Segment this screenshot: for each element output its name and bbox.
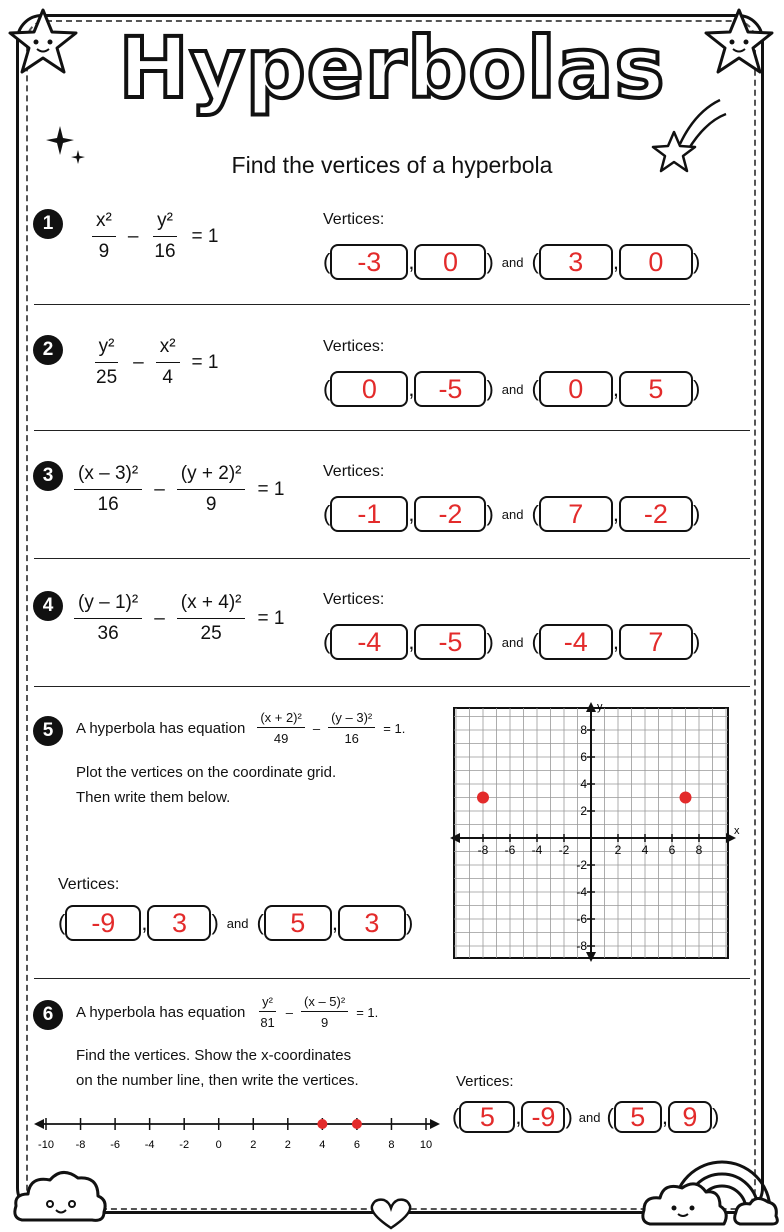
vertices-label: Vertices: — [323, 211, 385, 228]
rainbow-cloud-icon — [640, 1130, 780, 1228]
answer-box[interactable]: 7 — [619, 624, 693, 660]
answer-box[interactable]: 9 — [668, 1101, 712, 1133]
page-title: Hyperbolas — [118, 19, 666, 117]
equation-rhs: = 1. — [356, 1004, 379, 1020]
instruction-line: Find the vertices. Show the x-coordinates — [76, 1047, 352, 1064]
x-tick-label: -4 — [531, 843, 543, 857]
y-tick-label: -4 — [576, 885, 587, 899]
fraction-numerator: (y – 3)² — [328, 710, 375, 728]
smiling-cloud-icon — [10, 1160, 110, 1226]
fraction-numerator: y² — [95, 336, 119, 363]
and-label: and — [501, 254, 524, 270]
number-line[interactable] — [30, 1110, 450, 1160]
vertices-answer-row: ( -3 , 0 ) and ( 3 , 0 ) — [323, 244, 700, 280]
and-label: and — [501, 634, 524, 650]
heart-icon — [366, 1196, 416, 1230]
fraction-denominator: 25 — [96, 367, 118, 388]
vertices-label: Vertices: — [323, 338, 385, 355]
problem-number-badge: 2 — [33, 335, 63, 365]
section-divider — [34, 304, 750, 305]
fraction-numerator: (x – 3)² — [74, 463, 142, 490]
number-line-tick-label: -6 — [110, 1139, 120, 1151]
fraction-numerator: x² — [92, 210, 116, 237]
answer-box[interactable]: 5 — [264, 905, 332, 941]
instruction-line: Plot the vertices on the coordinate grid. — [76, 764, 337, 781]
fraction-denominator: 49 — [273, 731, 289, 746]
y-tick-label: -2 — [576, 858, 587, 872]
x-tick-label: 4 — [641, 843, 649, 857]
instruction-line: on the number line, then write the vertices. — [76, 1072, 359, 1089]
answer-box[interactable]: -5 — [414, 371, 486, 407]
number-line-arrow — [430, 1119, 440, 1129]
problem-equation: $\frac{\text{(x – 3)²}}{16}$ – $\frac{\text{(y + 2)²}}{9}$ = 1 — [74, 463, 284, 516]
answer-box[interactable]: 5 — [614, 1101, 662, 1133]
answer-box[interactable]: 0 — [619, 244, 693, 280]
y-tick-label: -8 — [576, 939, 587, 953]
fraction-denominator: 9 — [320, 1015, 329, 1030]
answer-box[interactable]: -2 — [414, 496, 486, 532]
problem-statement: A hyperbola has equation $\frac{\text{(x + 2)²}}{49}$ – $\frac{\text{(y – 3)²}}{16}$ = 1. — [76, 710, 406, 746]
section-divider — [34, 558, 750, 559]
number-line-tick-label: 10 — [419, 1139, 433, 1151]
problem-number-badge: 6 — [33, 1000, 63, 1030]
fraction-numerator: y² — [259, 994, 276, 1012]
fraction-denominator: 9 — [98, 241, 110, 262]
answer-box[interactable]: -5 — [414, 624, 486, 660]
number-line-point — [352, 1119, 362, 1129]
equation-rhs: = 1 — [191, 351, 219, 373]
answer-box[interactable]: 3 — [338, 905, 406, 941]
problem-number-badge: 4 — [33, 591, 63, 621]
number-line-tick-label: 2 — [284, 1139, 291, 1151]
problem-statement: A hyperbola has equation $\frac{\text{y²}}{81}$ – $\frac{\text{(x – 5)²}}{9}$ = 1. — [76, 994, 379, 1030]
number-line-tick-label: 6 — [353, 1139, 360, 1151]
answer-box[interactable]: 0 — [414, 244, 486, 280]
y-tick-label: 4 — [580, 777, 587, 791]
number-line-point — [317, 1119, 327, 1129]
answer-box[interactable]: -4 — [539, 624, 613, 660]
equation-rhs: = 1 — [257, 607, 285, 629]
fraction-denominator: 16 — [97, 494, 119, 515]
answer-box[interactable]: -1 — [330, 496, 408, 532]
x-tick-label: -2 — [558, 843, 570, 857]
vertices-answer-row: ( 0 , -5 ) and ( 0 , 5 ) — [323, 371, 700, 407]
vertices-answer-row: ( -1 , -2 ) and ( 7 , -2 ) — [323, 496, 700, 532]
and-label: and — [501, 506, 524, 522]
number-line-tick-label: -4 — [144, 1139, 155, 1151]
section-divider — [34, 430, 750, 431]
fraction-numerator: (x + 4)² — [177, 592, 246, 619]
number-line-tick-label: -8 — [75, 1139, 86, 1151]
fraction-denominator: 16 — [344, 731, 359, 746]
answer-box[interactable]: -4 — [330, 624, 408, 660]
answer-box[interactable]: 0 — [330, 371, 408, 407]
section-divider — [34, 686, 750, 687]
x-tick-label: 6 — [668, 843, 676, 857]
answer-box[interactable]: 5 — [459, 1101, 515, 1133]
number-line-tick-label: -2 — [179, 1139, 190, 1151]
fraction-denominator: 9 — [205, 494, 217, 515]
answer-box[interactable]: -9 — [65, 905, 141, 941]
number-line-arrow — [34, 1119, 44, 1129]
problem-number-badge: 5 — [33, 716, 63, 746]
number-line-tick-label: 2 — [250, 1139, 257, 1151]
instruction-line: Then write them below. — [76, 789, 231, 806]
y-tick-label: 6 — [580, 750, 587, 764]
answer-box[interactable]: 5 — [619, 371, 693, 407]
and-label: and — [226, 915, 249, 931]
and-label: and — [501, 381, 524, 397]
y-tick-label: 8 — [580, 723, 587, 737]
x-tick-label: 8 — [695, 843, 703, 857]
plotted-vertex-point — [680, 792, 692, 804]
y-tick-label: -6 — [576, 912, 587, 926]
page-subtitle: Find the vertices of a hyperbola — [231, 152, 553, 178]
y-axis-label: y — [597, 701, 603, 713]
x-tick-label: 2 — [614, 843, 622, 857]
problem-number-badge: 1 — [33, 209, 63, 239]
answer-box[interactable]: 0 — [539, 371, 613, 407]
answer-box[interactable]: 7 — [539, 496, 613, 532]
equation-rhs: = 1 — [191, 225, 219, 247]
and-label: and — [578, 1109, 601, 1125]
fraction-denominator: 4 — [162, 367, 173, 388]
problem-lead-text: A hyperbola has equation — [76, 719, 246, 737]
fraction-denominator: 81 — [260, 1015, 275, 1030]
problem-number-badge: 3 — [33, 461, 63, 491]
problem-equation: $\frac{\text{(y – 1)²}}{36}$ – $\frac{\text{(x + 4)²}}{25}$ = 1 — [74, 592, 284, 645]
vertices-answer-row: ( 5 , -9 ) and ( 5 , 9 ) — [452, 1101, 720, 1132]
x-tick-label: -6 — [504, 843, 516, 857]
fraction-numerator: y² — [153, 210, 177, 237]
fraction-numerator: (x + 2)² — [257, 710, 305, 728]
vertices-label: Vertices: — [58, 876, 120, 893]
answer-box[interactable]: -9 — [521, 1101, 565, 1133]
x-tick-label: -8 — [477, 843, 489, 857]
fraction-denominator: 16 — [154, 241, 176, 262]
vertices-label: Vertices: — [323, 591, 385, 608]
equation-rhs: = 1 — [257, 478, 285, 500]
vertices-answer-row: ( -4 , -5 ) and ( -4 , 7 ) — [323, 624, 700, 660]
coordinate-grid[interactable] — [440, 698, 744, 968]
vertices-answer-row: ( -9 , 3 ) and ( 5 , 3 ) — [58, 905, 413, 941]
fraction-numerator: (x – 5)² — [301, 994, 348, 1012]
fraction-numerator: (y – 1)² — [74, 592, 142, 619]
answer-box[interactable]: -3 — [330, 244, 408, 280]
number-line-tick-label: 8 — [388, 1139, 395, 1151]
vertices-label: Vertices: — [323, 463, 385, 480]
problem-lead-text: A hyperbola has equation — [76, 1003, 246, 1021]
number-line-tick-label: 0 — [215, 1139, 222, 1151]
vertices-label: Vertices: — [456, 1073, 514, 1090]
fraction-numerator: x² — [156, 336, 180, 363]
section-divider — [34, 978, 750, 979]
number-line-tick-label: 4 — [319, 1139, 326, 1151]
answer-box[interactable]: 3 — [539, 244, 613, 280]
fraction-denominator: 25 — [200, 623, 222, 644]
problem-equation: $\frac{\text{x²}}{9}$ – $\frac{\text{y²}}{16}$ = 1 — [92, 210, 219, 263]
equation-rhs: = 1. — [383, 720, 406, 736]
answer-box[interactable]: -2 — [619, 496, 693, 532]
y-tick-label: 2 — [580, 804, 587, 818]
answer-box[interactable]: 3 — [147, 905, 211, 941]
number-line-tick-label: -10 — [38, 1139, 54, 1151]
fraction-numerator: (y + 2)² — [177, 463, 246, 490]
plotted-vertex-point — [477, 792, 489, 804]
x-axis-label: x — [734, 825, 740, 837]
problem-equation: $\frac{\text{y²}}{25}$ – $\frac{\text{x²}}{4}$ = 1 — [92, 336, 219, 389]
fraction-denominator: 36 — [97, 623, 119, 644]
